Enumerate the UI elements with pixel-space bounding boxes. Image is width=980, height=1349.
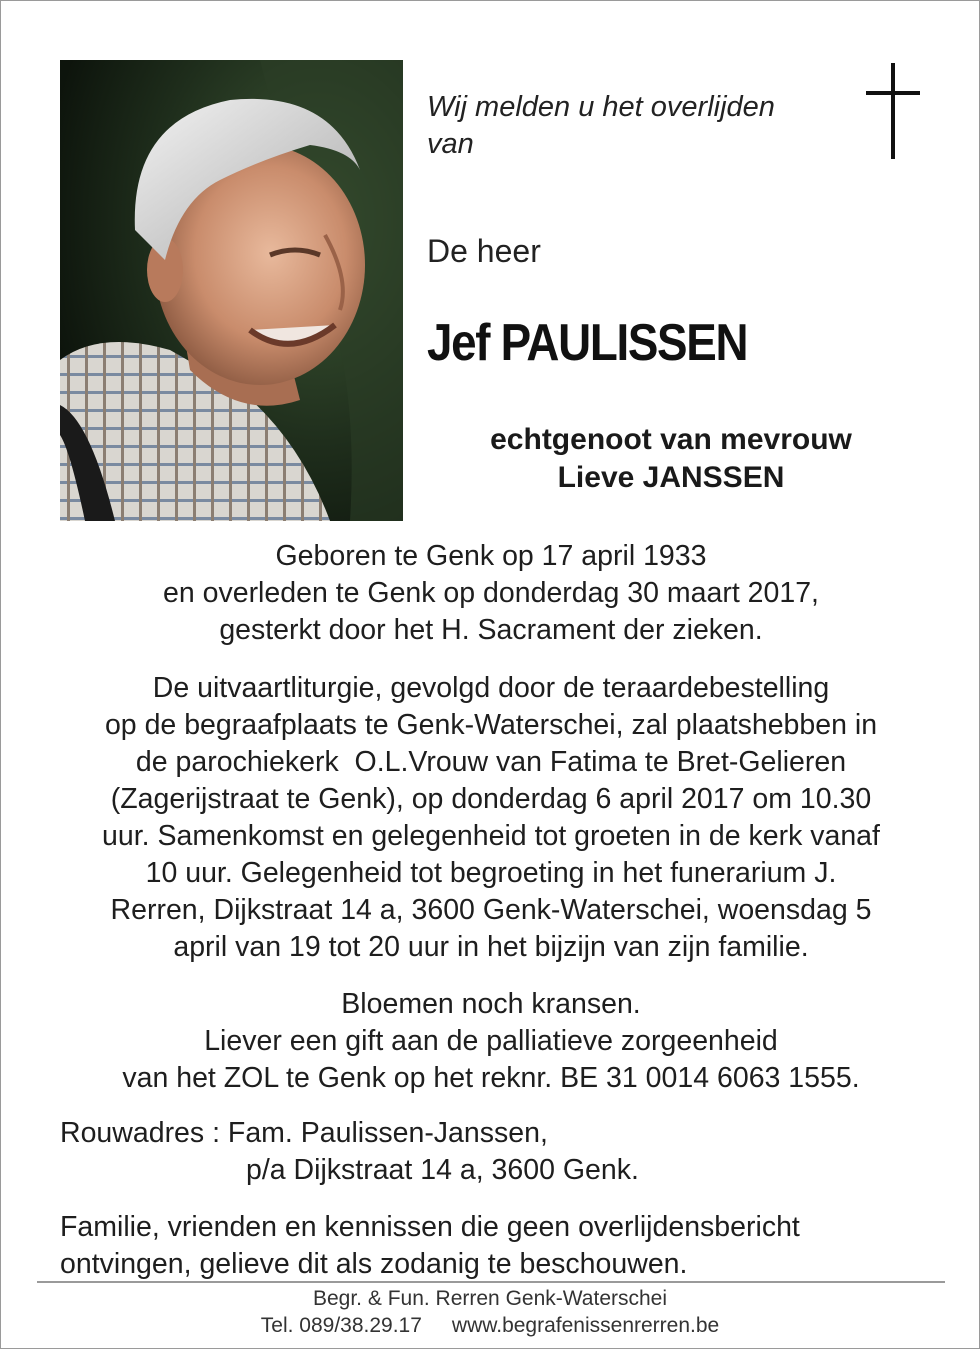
text-line: Familie, vrienden en kennissen die geen overlijdensbericht [60, 1211, 800, 1243]
intro-line: van [427, 128, 474, 160]
footer-contact [1, 1312, 979, 1339]
notice-paragraph [60, 1209, 800, 1283]
mourning-address [60, 1115, 639, 1189]
text-line: van het ZOL te Genk op het reknr. BE 31 0014 6063 1555. [122, 1062, 860, 1094]
funeral-company: Begr. & Fun. Rerren Genk-Waterschei [312, 1287, 668, 1310]
honorific: De heer [427, 233, 541, 269]
footer [1, 1285, 979, 1339]
address-line: Rouwadres : Fam. Paulissen-Janssen, [60, 1117, 548, 1149]
cross-icon [863, 63, 923, 161]
spouse-info [421, 421, 921, 497]
text-line: Geboren te Genk op 17 april 1933 [275, 540, 707, 572]
spouse-line: echtgenoot van mevrouw [490, 423, 852, 456]
footer-divider [37, 1281, 945, 1283]
birth-death-paragraph [41, 538, 941, 649]
spouse-name: Lieve JANSSEN [557, 461, 785, 494]
text-line: op de begraafplaats te Genk-Waterschei, zal plaatshebben in [104, 709, 878, 741]
text-line: De uitvaartliturgie, gevolgd door de teraardebestelling [152, 672, 830, 704]
text-line: Bloemen noch kransen. [341, 988, 641, 1020]
intro-text [427, 89, 847, 163]
text-line: de parochiekerk O.L.Vrouw van Fatima te Bret-Gelieren [135, 746, 847, 778]
website-link[interactable]: www.begrafenissenrerren.be [451, 1314, 720, 1337]
deceased-name: Jef PAULISSEN [427, 314, 748, 372]
text-line: uur. Samenkomst en gelegenheid tot groeten in de kerk vanaf [102, 820, 880, 852]
intro-line: Wij melden u het overlijden [427, 91, 775, 123]
text-line: en overleden te Genk op donderdag 30 maart 2017, [163, 577, 819, 609]
text-line: 10 uur. Gelegenheid tot begroeting in het funerarium J. [145, 857, 837, 889]
text-line: (Zagerijstraat te Genk), op donderdag 6 april 2017 om 10.30 [110, 783, 872, 815]
text-line: ontvingen, gelieve dit als zodanig te beschouwen. [60, 1248, 688, 1280]
portrait-photo [60, 60, 403, 521]
text-line: Rerren, Dijkstraat 14 a, 3600 Genk-Waterschei, woensdag 5 [110, 894, 872, 926]
address-line: p/a Dijkstraat 14 a, 3600 Genk. [246, 1154, 639, 1186]
text-line: gesterkt door het H. Sacrament der zieken. [219, 614, 763, 646]
phone-number: Tel. 089/38.29.17 [260, 1314, 422, 1337]
text-line: april van 19 tot 20 uur in het bijzijn van zijn familie. [173, 931, 809, 963]
funeral-paragraph [41, 670, 941, 966]
text-line: Liever een gift aan de palliatieve zorgeenheid [204, 1025, 778, 1057]
flowers-paragraph [41, 986, 941, 1097]
